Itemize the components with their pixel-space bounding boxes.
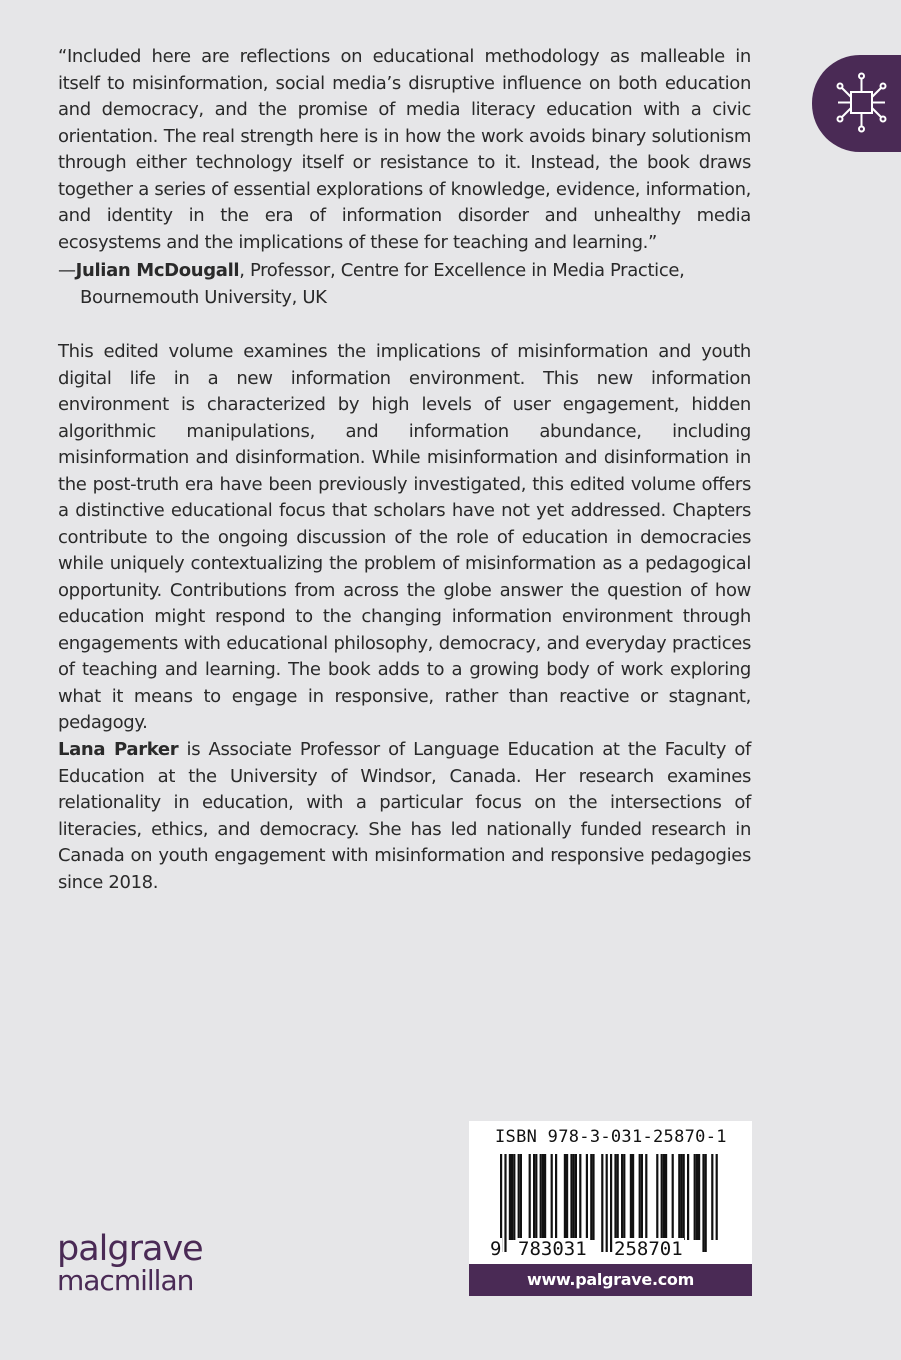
- barcode-bar: [663, 1154, 665, 1240]
- barcode-bar: [665, 1154, 667, 1240]
- barcode-bar: [678, 1154, 680, 1240]
- quote-attribution: [58, 257, 684, 311]
- barcode-bar: [614, 1154, 616, 1240]
- barcode-bar: [711, 1154, 713, 1240]
- quote-author: Julian McDougall: [75, 260, 240, 281]
- bio-text: is Associate Professor of Language Education at the Faculty of Education at the University of Windsor, Canada. Her research examines relationality in education, with a particular focus on the intersections of literacies, ethics, and democracy. She has led nationally funded research in Canada on youth engagement with misinformation and responsive pedagogies since 2018.: [58, 739, 751, 893]
- barcode-bar: [680, 1154, 682, 1240]
- barcode-bar: [570, 1154, 572, 1240]
- barcode-bar: [513, 1154, 515, 1240]
- barcode-bar: [544, 1154, 546, 1240]
- barcode-bar: [716, 1154, 718, 1240]
- barcode-bar: [645, 1154, 647, 1240]
- barcode-bar: [540, 1154, 542, 1240]
- barcode-bar: [529, 1154, 531, 1240]
- quote-affiliation-line2: Bournemouth University, UK: [80, 287, 327, 308]
- barcode-bar: [656, 1154, 658, 1240]
- barcode-bar: [566, 1154, 568, 1240]
- barcode-bar: [610, 1154, 612, 1252]
- book-description: [58, 339, 751, 737]
- barcode-bar: [639, 1154, 641, 1240]
- barcode-bar: [551, 1154, 553, 1240]
- barcode-bar: [687, 1154, 689, 1240]
- barcode-bar: [575, 1154, 577, 1240]
- barcode-bar: [511, 1154, 513, 1240]
- quote-text: “Included here are reflections on educational methodology as malleable in itself to misinformation, social media’s disruptive influence on both education and democracy, and the promise of media literacy education with a civic orientation. The real strength here is in how the work avoids binary solutionism through either technology itself or resistance to it. Instead, the book draws together a series of essential explorations of knowledge, evidence, information, and identity in the era of information disorder and unhealthy media ecosystems and the implications of these for teaching and learning.”: [58, 46, 751, 253]
- barcode-digit-first: 9: [490, 1238, 502, 1260]
- logo-line1: palgrave: [57, 1229, 203, 1269]
- barcode-bar: [504, 1154, 506, 1252]
- publisher-url-text[interactable]: www.palgrave.com: [527, 1270, 694, 1289]
- barcode-bar: [623, 1154, 625, 1240]
- barcode-bar: [694, 1154, 696, 1240]
- barcode-bar: [630, 1154, 632, 1240]
- barcode-bar: [672, 1154, 674, 1240]
- barcode-bar: [564, 1154, 566, 1240]
- quote-affiliation-line1: , Professor, Centre for Excellence in Media Practice,: [239, 260, 685, 281]
- barcode-bar: [590, 1154, 592, 1240]
- barcode-bar: [518, 1154, 520, 1240]
- publisher-url[interactable]: [469, 1264, 752, 1296]
- barcode-box: [469, 1121, 752, 1296]
- description-text: This edited volume examines the implications of misinformation and youth digital life in a new information environment. This new information environment is characterized by high levels of user engagement, hidden algorithmic manipulations, and information abundance, including misinformation and disinformation. While misinformation and disinformation in the post-truth era have been previously investigated, this edited volume offers a distinctive educational focus that scholars have not yet addressed. Chapters contribute to the ongoing discussion of the role of education in democracies while uniquely contextualizing the problem of misinformation as a pedagogical opportunity. Contributions from across the globe answer the question of how education might respond to the changing information environment through engagements with educational philosophy, democracy, and everyday practices of teaching and learning. The book adds to a growing body of work exploring what it means to engage in responsive, rather than reactive or stagnant, pedagogy.: [58, 341, 751, 733]
- barcode-bar: [542, 1154, 544, 1240]
- barcode-bar: [641, 1154, 643, 1240]
- barcode-bar: [661, 1154, 663, 1240]
- barcode-bar: [632, 1154, 634, 1240]
- barcode-bar: [586, 1154, 588, 1240]
- barcode-bar: [698, 1154, 700, 1240]
- editor-name: Lana Parker: [58, 739, 179, 760]
- barcode-bar: [683, 1154, 685, 1240]
- barcode-bar: [592, 1154, 594, 1240]
- isbn-label: ISBN 978-3-031-25870-1: [495, 1127, 727, 1147]
- barcode-bar: [617, 1154, 619, 1240]
- barcode-bar: [555, 1154, 557, 1240]
- barcode-bar: [621, 1154, 623, 1240]
- barcode-bar: [579, 1154, 581, 1240]
- logo-line2: macmillan: [57, 1264, 194, 1297]
- barcode-digits-right: 258701: [614, 1238, 683, 1260]
- barcode-bar: [520, 1154, 522, 1240]
- circuit-chip-icon: [834, 71, 890, 135]
- barcode-bar: [696, 1154, 698, 1240]
- barcode-bar: [535, 1154, 537, 1240]
- editor-bio: [58, 737, 751, 896]
- barcode-digits-left: 783031: [518, 1238, 587, 1260]
- barcode-bar: [509, 1154, 511, 1240]
- series-badge: [812, 55, 901, 152]
- barcode-bar: [606, 1154, 608, 1252]
- endorsement-quote: [58, 44, 751, 256]
- barcode-bar: [573, 1154, 575, 1240]
- barcode-bar: [705, 1154, 707, 1252]
- barcode-bar: [533, 1154, 535, 1240]
- barcode-bar: [601, 1154, 603, 1252]
- publisher-logo: [57, 1229, 203, 1297]
- barcode-bar: [702, 1154, 704, 1252]
- attribution-dash: —: [58, 260, 76, 281]
